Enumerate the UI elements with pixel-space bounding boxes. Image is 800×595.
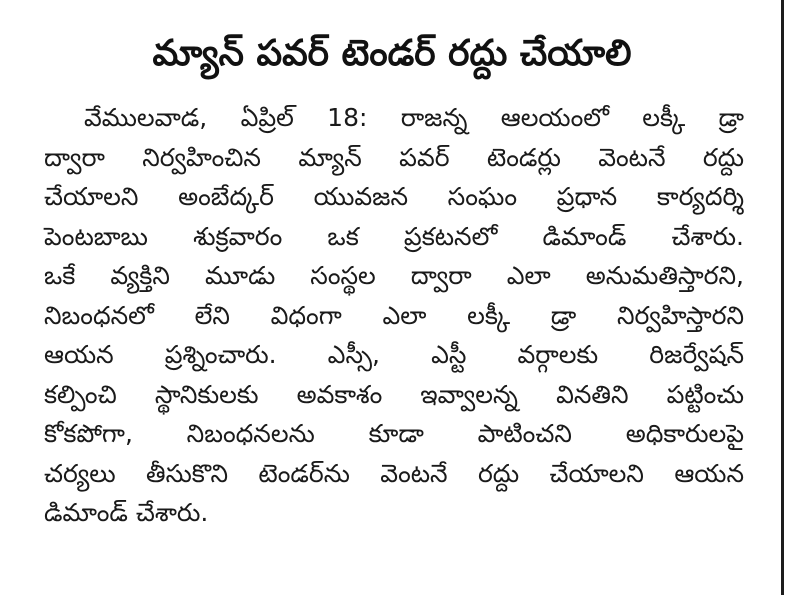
- article-headline: మ్యాన్ పవర్ టెండర్ రద్దు చేయాలి: [152, 33, 632, 74]
- article-line: కోకపోగా, నిబంధనలను కూడా పాటించని అధికారులపై: [44, 419, 744, 448]
- article-line: ఆయన ప్రశ్నించారు. ఎస్సీ, ఎస్టీ వర్గాలకు రిజర్వేషన్: [44, 340, 744, 369]
- article-line: ద్వారా నిర్వహించిన మ్యాన్ పవర్ టెండర్లు వెంటనే రద్దు: [44, 142, 744, 172]
- article-line: కల్పించి స్థానికులకు అవకాశం ఇవ్వాలన్న వినతిని పట్టించు: [44, 379, 744, 409]
- article-line: చర్యలు తీసుకొని టెండర్‌ను వెంటనే రద్దు చేయాలని ఆయన: [44, 458, 744, 488]
- article-body: [44, 98, 744, 533]
- article-line: వేములవాడ, ఏప్రిల్ 18: రాజన్న ఆలయంలో లక్కీ డ్రా: [84, 103, 744, 132]
- article-line: పెంటబాబు శుక్రవారం ఒక ప్రకటనలో డిమాండ్ చేశారు.: [44, 221, 744, 251]
- article-line: చేయాలని అంబేద్కర్ యువజన సంఘం ప్రధాన కార్యదర్శి: [44, 182, 744, 211]
- article-line: ఒకే వ్యక్తిని మూడు సంస్థల ద్వారా ఎలా అనుమతిస్తారని,: [44, 261, 744, 290]
- article-line: డిమాండ్ చేశారు.: [44, 498, 209, 527]
- article-line: నిబంధనలో లేని విధంగా ఎలా లక్కీ డ్రా నిర్వహిస్తారని: [44, 300, 744, 330]
